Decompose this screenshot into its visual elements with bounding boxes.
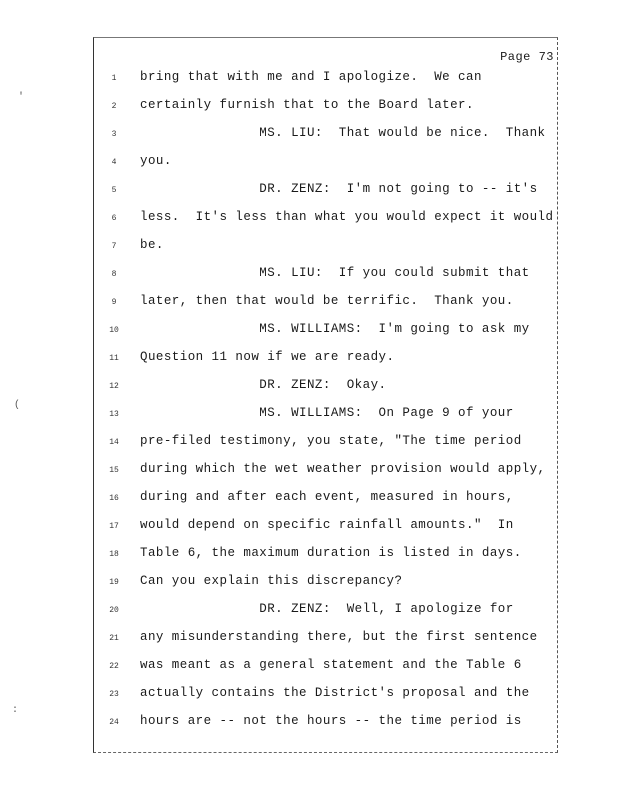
page-number: Page 73	[500, 50, 554, 64]
line-number: 22	[109, 662, 119, 671]
transcript-line	[0, 602, 618, 622]
transcript-line	[0, 378, 618, 398]
transcript-line	[0, 658, 618, 678]
line-text: MS. WILLIAMS: On Page 9 of your	[140, 406, 514, 420]
transcript-line	[0, 294, 618, 314]
line-number: 8	[111, 270, 117, 279]
line-text: pre-filed testimony, you state, "The time period	[140, 434, 522, 448]
line-text: later, then that would be terrific. Thank you.	[140, 294, 514, 308]
line-text: certainly furnish that to the Board later.	[140, 98, 474, 112]
line-number: 7	[111, 242, 117, 251]
line-number: 16	[109, 494, 119, 503]
line-number: 24	[109, 718, 119, 727]
line-text: MS. LIU: That would be nice. Thank	[140, 126, 546, 140]
line-number: 4	[111, 158, 117, 167]
line-number: 17	[109, 522, 119, 531]
transcript-line	[0, 686, 618, 706]
transcript-line	[0, 406, 618, 426]
line-number: 20	[109, 606, 119, 615]
transcript-line	[0, 182, 618, 202]
line-number: 14	[109, 438, 119, 447]
line-text: less. It's less than what you would expect it would	[140, 210, 554, 224]
line-text: MS. LIU: If you could submit that	[140, 266, 530, 280]
line-text: Question 11 now if we are ready.	[140, 350, 395, 364]
line-text: Table 6, the maximum duration is listed in days.	[140, 546, 522, 560]
line-number: 5	[111, 186, 117, 195]
transcript-line	[0, 490, 618, 510]
line-number: 23	[109, 690, 119, 699]
line-text: actually contains the District's proposal and the	[140, 686, 530, 700]
line-text: would depend on specific rainfall amounts." In	[140, 518, 514, 532]
line-text: during and after each event, measured in hours,	[140, 490, 514, 504]
line-text: you.	[140, 154, 172, 168]
line-text: bring that with me and I apologize. We can	[140, 70, 482, 84]
line-text: any misunderstanding there, but the first sentence	[140, 630, 538, 644]
margin-mark: (	[14, 400, 21, 411]
transcript-line	[0, 518, 618, 538]
line-text: was meant as a general statement and the Table 6	[140, 658, 522, 672]
line-number: 13	[109, 410, 119, 419]
transcript-line	[0, 462, 618, 482]
margin-mark: '	[18, 92, 25, 103]
line-number: 19	[109, 578, 119, 587]
line-text: DR. ZENZ: I'm not going to -- it's	[140, 182, 538, 196]
line-number: 10	[109, 326, 119, 335]
transcript-line	[0, 574, 618, 594]
line-number: 2	[111, 102, 117, 111]
margin-mark: :	[12, 705, 19, 716]
transcript-line	[0, 714, 618, 734]
transcript-line	[0, 630, 618, 650]
transcript-line	[0, 210, 618, 230]
line-text: during which the wet weather provision would apply,	[140, 462, 546, 476]
line-number: 1	[111, 74, 117, 83]
line-number: 3	[111, 130, 117, 139]
line-text: DR. ZENZ: Okay.	[140, 378, 387, 392]
transcript-line	[0, 98, 618, 118]
line-number: 9	[111, 298, 117, 307]
line-number: 11	[109, 354, 119, 363]
line-text: be.	[140, 238, 164, 252]
line-text: MS. WILLIAMS: I'm going to ask my	[140, 322, 530, 336]
transcript-line	[0, 322, 618, 342]
line-number: 6	[111, 214, 117, 223]
line-number: 21	[109, 634, 119, 643]
line-number: 18	[109, 550, 119, 559]
transcript-line	[0, 70, 618, 90]
transcript-line	[0, 350, 618, 370]
transcript-line	[0, 546, 618, 566]
line-text: DR. ZENZ: Well, I apologize for	[140, 602, 514, 616]
transcript-line	[0, 238, 618, 258]
line-text: Can you explain this discrepancy?	[140, 574, 403, 588]
transcript-line	[0, 266, 618, 286]
transcript-line	[0, 154, 618, 174]
transcript-line	[0, 126, 618, 146]
line-text: hours are -- not the hours -- the time period is	[140, 714, 522, 728]
line-number: 15	[109, 466, 119, 475]
line-number: 12	[109, 382, 119, 391]
transcript-line	[0, 434, 618, 454]
